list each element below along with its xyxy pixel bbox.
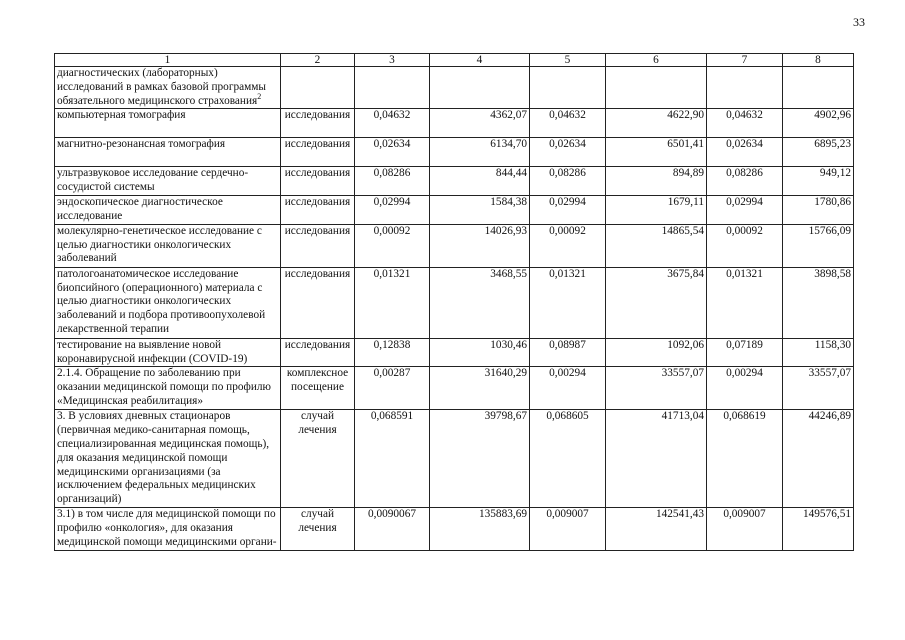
row-label: 2.1.4. Обращение по заболеванию при оказании медицинской помощи по профилю «Медицинская реабилитация»	[55, 367, 281, 410]
value-cell: 6501,41	[606, 138, 707, 167]
value-cell: 1092,06	[606, 338, 707, 367]
header-cell-1: 1	[55, 54, 281, 67]
value-cell: 0,00287	[355, 367, 430, 410]
row-label: компьютерная томография	[55, 109, 281, 138]
value-cell: 0,02994	[707, 195, 783, 224]
unit-cell: исследования	[281, 109, 355, 138]
value-cell: 0,009007	[707, 507, 783, 550]
value-cell: 0,068591	[355, 410, 430, 507]
value-cell: 41713,04	[606, 410, 707, 507]
unit-cell	[281, 67, 355, 109]
header-cell-5: 5	[530, 54, 606, 67]
value-cell: 0,0090067	[355, 507, 430, 550]
value-cell: 3468,55	[430, 267, 530, 338]
value-cell: 1679,11	[606, 195, 707, 224]
footnote-mark: 2	[257, 91, 262, 101]
unit-cell: исследования	[281, 167, 355, 196]
value-cell: 844,44	[430, 167, 530, 196]
value-cell: 0,08987	[530, 338, 606, 367]
value-cell: 149576,51	[783, 507, 854, 550]
value-cell: 15766,09	[783, 224, 854, 267]
header-cell-2: 2	[281, 54, 355, 67]
table-row	[55, 138, 854, 167]
table-row	[55, 410, 854, 507]
value-cell: 0,08286	[355, 167, 430, 196]
unit-cell: комплексное посещение	[281, 367, 355, 410]
value-cell: 4362,07	[430, 109, 530, 138]
row-label-text: диагностических (лабораторных) исследований в рамках базовой программы обязательного медицинского страхования	[57, 67, 267, 107]
value-cell: 0,02634	[530, 138, 606, 167]
page-number: 33	[853, 15, 865, 29]
value-cell: 33557,07	[606, 367, 707, 410]
value-cell: 44246,89	[783, 410, 854, 507]
value-cell: 894,89	[606, 167, 707, 196]
value-cell: 39798,67	[430, 410, 530, 507]
unit-cell: случай лечения	[281, 410, 355, 507]
value-cell: 0,01321	[707, 267, 783, 338]
table-row	[55, 507, 854, 550]
value-cell	[530, 67, 606, 109]
row-label: молекулярно-генетическое исследование с целью диагностики онкологических заболеваний	[55, 224, 281, 267]
value-cell	[355, 67, 430, 109]
row-label	[55, 67, 281, 109]
value-cell: 0,01321	[530, 267, 606, 338]
table-row	[55, 195, 854, 224]
row-label: 3.1) в том числе для медицинской помощи по профилю «онкология», для оказания медицинской помощи медицинскими органи-	[55, 507, 281, 550]
value-cell: 4902,96	[783, 109, 854, 138]
tariff-table	[54, 53, 854, 551]
value-cell: 0,08286	[707, 167, 783, 196]
row-label: патологоанатомическое исследование биопсийного (операционного) материала с целью диагностики онкологических заболеваний и подбора противоопухолевой лекарственной терапии	[55, 267, 281, 338]
unit-cell: случай лечения	[281, 507, 355, 550]
value-cell	[707, 67, 783, 109]
value-cell: 4622,90	[606, 109, 707, 138]
value-cell: 0,00092	[355, 224, 430, 267]
header-cell-3: 3	[355, 54, 430, 67]
value-cell: 0,01321	[355, 267, 430, 338]
value-cell: 0,00092	[530, 224, 606, 267]
unit-cell: исследования	[281, 195, 355, 224]
row-label: ультразвуковое исследование сердечно-сосудистой системы	[55, 167, 281, 196]
value-cell: 0,04632	[707, 109, 783, 138]
row-label: магнитно-резонансная томография	[55, 138, 281, 167]
value-cell: 0,068619	[707, 410, 783, 507]
value-cell: 0,068605	[530, 410, 606, 507]
value-cell: 14026,93	[430, 224, 530, 267]
value-cell	[430, 67, 530, 109]
value-cell	[606, 67, 707, 109]
value-cell: 1584,38	[430, 195, 530, 224]
value-cell: 33557,07	[783, 367, 854, 410]
value-cell: 0,12838	[355, 338, 430, 367]
value-cell: 0,009007	[530, 507, 606, 550]
table-row	[55, 267, 854, 338]
value-cell: 3675,84	[606, 267, 707, 338]
table-row	[55, 167, 854, 196]
row-label: эндоскопическое диагностическое исследование	[55, 195, 281, 224]
table-row	[55, 338, 854, 367]
header-cell-6: 6	[606, 54, 707, 67]
value-cell: 1780,86	[783, 195, 854, 224]
header-cell-8: 8	[783, 54, 854, 67]
value-cell: 0,02994	[530, 195, 606, 224]
header-cell-4: 4	[430, 54, 530, 67]
value-cell: 0,00092	[707, 224, 783, 267]
value-cell: 3898,58	[783, 267, 854, 338]
table-row	[55, 224, 854, 267]
value-cell: 0,08286	[530, 167, 606, 196]
value-cell: 31640,29	[430, 367, 530, 410]
value-cell: 1030,46	[430, 338, 530, 367]
value-cell: 949,12	[783, 167, 854, 196]
value-cell	[783, 67, 854, 109]
row-label: тестирование на выявление новой коронавирусной инфекции (COVID-19)	[55, 338, 281, 367]
unit-cell: исследования	[281, 267, 355, 338]
unit-cell: исследования	[281, 138, 355, 167]
value-cell: 0,07189	[707, 338, 783, 367]
value-cell: 0,04632	[530, 109, 606, 138]
value-cell: 142541,43	[606, 507, 707, 550]
value-cell: 6134,70	[430, 138, 530, 167]
value-cell: 0,00294	[707, 367, 783, 410]
table-row	[55, 67, 854, 109]
value-cell: 0,04632	[355, 109, 430, 138]
value-cell: 0,02994	[355, 195, 430, 224]
value-cell: 135883,69	[430, 507, 530, 550]
header-row	[55, 54, 854, 67]
value-cell: 0,00294	[530, 367, 606, 410]
row-label: 3. В условиях дневных стационаров (первичная медико-санитарная помощь, специализированная медицинская помощь), для оказания медицинской помощи медицинскими организациями (за исключением федеральных медицинских организаций)	[55, 410, 281, 507]
value-cell: 1158,30	[783, 338, 854, 367]
value-cell: 0,02634	[707, 138, 783, 167]
unit-cell: исследования	[281, 338, 355, 367]
table-row	[55, 109, 854, 138]
value-cell: 0,02634	[355, 138, 430, 167]
table-row	[55, 367, 854, 410]
value-cell: 6895,23	[783, 138, 854, 167]
header-cell-7: 7	[707, 54, 783, 67]
value-cell: 14865,54	[606, 224, 707, 267]
unit-cell: исследования	[281, 224, 355, 267]
